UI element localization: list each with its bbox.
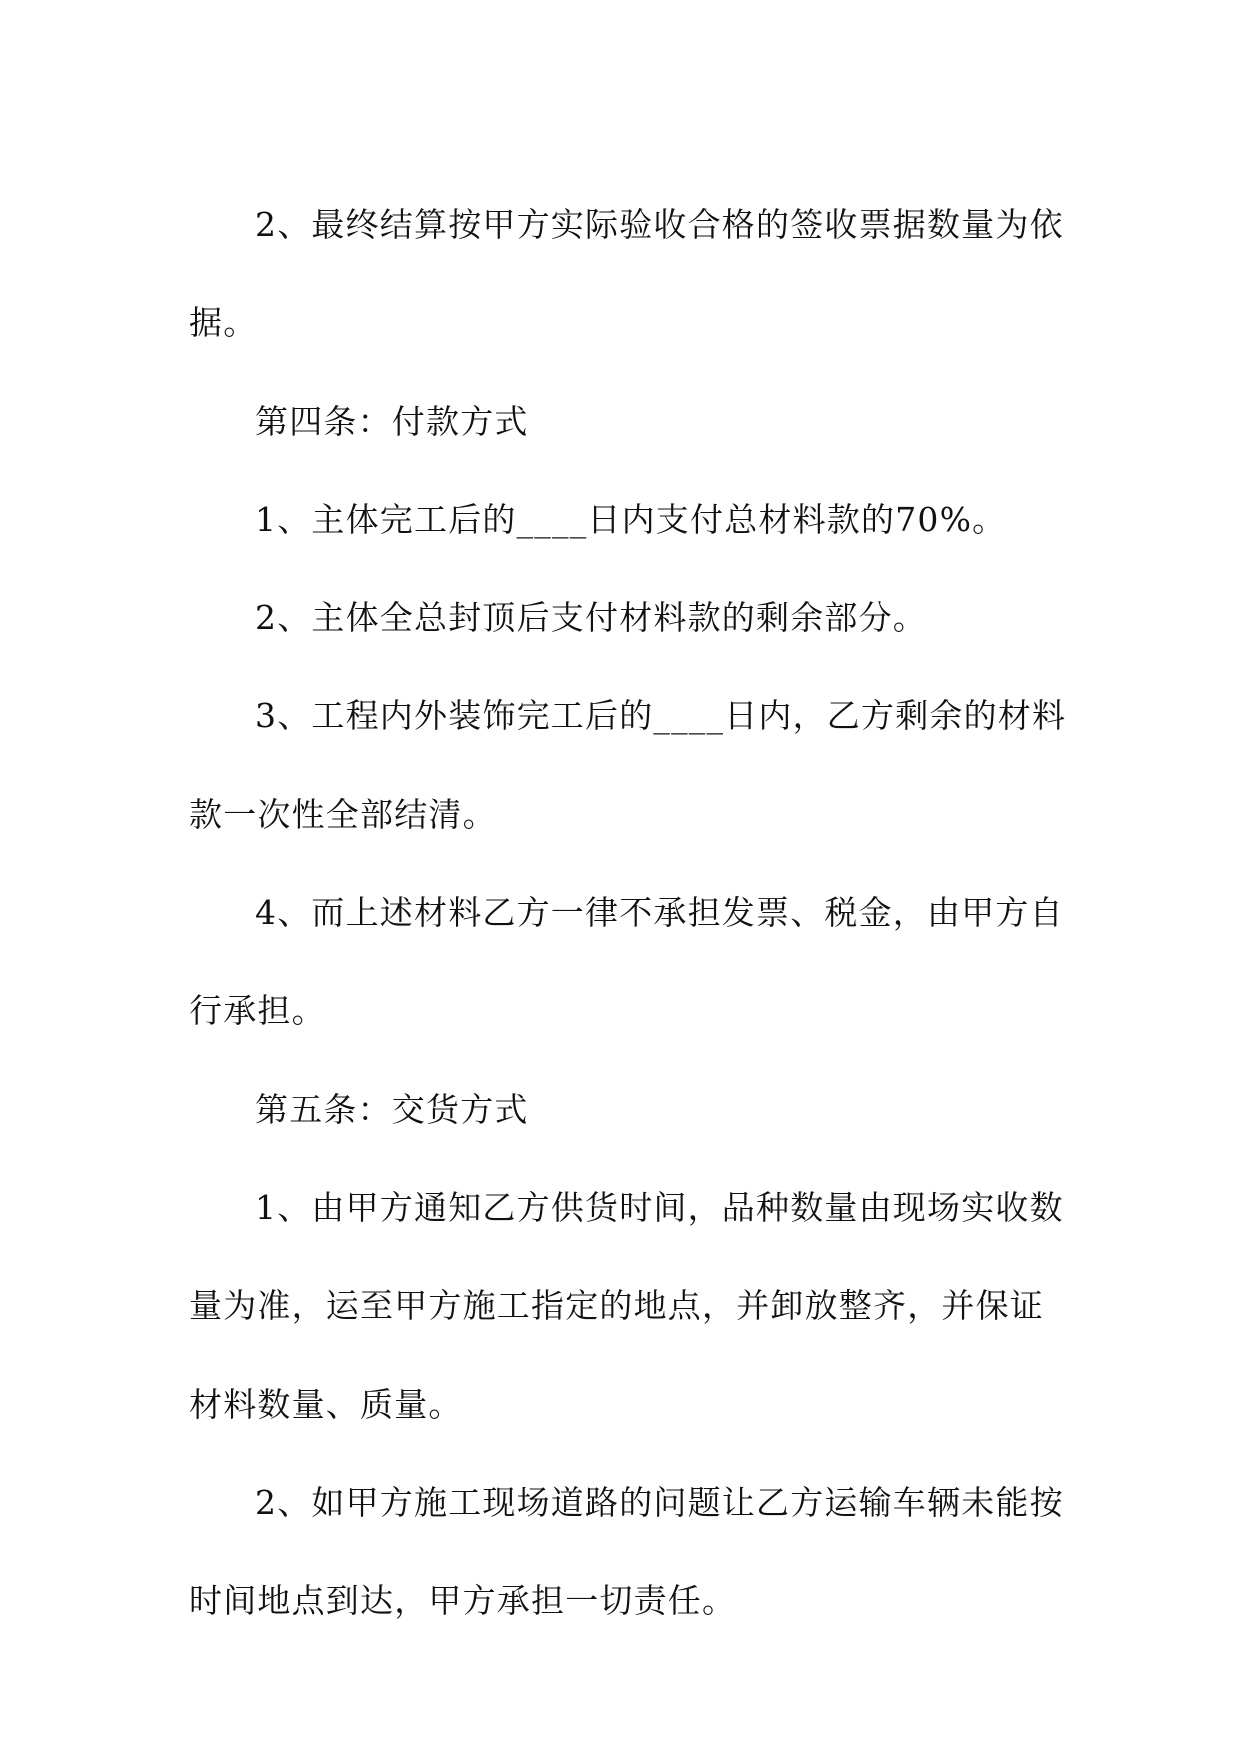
paragraph-line: 1、由甲方通知乙方供货时间，品种数量由现场实收数: [255, 1187, 1064, 1227]
paragraph-line: 量为准，运至甲方施工指定的地点，并卸放整齐，并保证: [189, 1286, 1044, 1326]
paragraph-line: 2、如甲方施工现场道路的问题让乙方运输车辆未能按: [255, 1482, 1064, 1522]
document-body: [189, 176, 1067, 1650]
section-heading: 第四条：付款方式: [255, 401, 529, 441]
paragraph-line: 3、工程内外装饰完工后的____日内，乙方剩余的材料: [255, 696, 1067, 736]
paragraph-line: 据。: [189, 303, 258, 343]
paragraph-line: 行承担。: [189, 991, 326, 1031]
paragraph-line: 材料数量、质量。: [189, 1384, 463, 1424]
paragraph-line: 2、最终结算按甲方实际验收合格的签收票据数量为依: [255, 205, 1064, 244]
paragraph-line: 4、而上述材料乙方一律不承担发票、税金，由甲方自: [255, 893, 1064, 933]
paragraph-line: 1、主体完工后的____日内支付总材料款的70%。: [255, 499, 1007, 539]
paragraph-line: 款一次性全部结清。: [189, 794, 497, 834]
paragraph-line: 2、主体全总封顶后支付材料款的剩余部分。: [255, 598, 927, 638]
section-heading: 第五条：交货方式: [255, 1089, 529, 1129]
paragraph-line: 时间地点到达，甲方承担一切责任。: [189, 1581, 737, 1621]
